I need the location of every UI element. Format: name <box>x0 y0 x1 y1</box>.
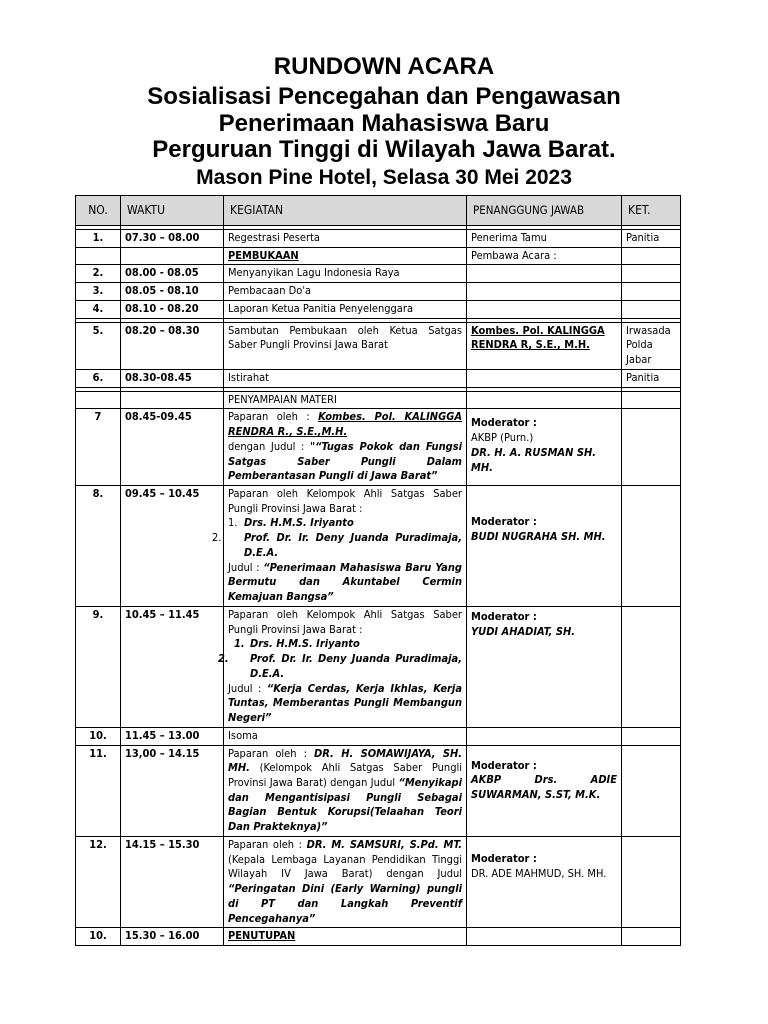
presenter-affiliation: (Kelompok Ahli Satgas Saber Pungli Provinsi Jawa Barat) dengan Judul <box>228 761 462 789</box>
row-activity <box>212 486 467 607</box>
row-responsible <box>467 606 622 727</box>
row-responsible: Pembawa Acara : <box>467 247 622 265</box>
row-number: 5. <box>76 322 121 369</box>
rundown-table <box>75 195 681 946</box>
row-responsible <box>467 409 622 486</box>
session-title: "“Tugas Pokok dan Fungsi Satgas Saber Pungli Dalam Pemberantasan Pungli di Jawa Barat” <box>228 439 462 483</box>
row-time: 08.10 - 08.20 <box>121 300 224 318</box>
moderator-label: Moderator : <box>471 758 537 772</box>
table-row <box>76 322 681 369</box>
presenter-affiliation: (Kepala Lembaga Layanan Pendidikan Tinggi Wilayah IV Jawa Barat) dengan Judul <box>228 852 462 881</box>
moderator-label: Moderator : <box>471 851 537 865</box>
row-time: 15.30 – 16.00 <box>121 928 224 946</box>
list-item <box>218 652 462 681</box>
row-number: 12. <box>76 836 121 927</box>
presenter-name: Prof. Dr. Ir. Deny Juanda Puradimaja, D.E.A. <box>250 652 462 680</box>
title-prefix: Judul : <box>228 560 264 574</box>
table-row <box>76 230 681 248</box>
document-title: RUNDOWN ACARA <box>273 53 495 80</box>
table-row <box>76 391 681 409</box>
row-time: 10.45 – 11.45 <box>121 606 224 727</box>
moderator-name: DR. ADE MAHMUD, SH. MH. <box>471 866 607 880</box>
session-title: “Penerimaan Mahasiswa Baru Yang Bermutu dan Akuntabel Cermin Kemajuan Bangsa” <box>228 560 462 604</box>
moderator-name: AKBP Drs. ADIE SUWARMAN, S.ST, M.K. <box>471 773 617 801</box>
table-row <box>76 836 681 927</box>
row-activity <box>224 745 467 836</box>
row-activity: Isoma <box>224 727 467 745</box>
row-activity: Laporan Ketua Panitia Penyelenggara <box>224 300 467 318</box>
column-header-no: NO. <box>76 196 121 226</box>
presenter-prefix: Paparan oleh : <box>228 837 307 851</box>
row-responsible <box>467 745 622 836</box>
session-title: “Kerja Cerdas, Kerja Ikhlas, Kerja Tuntas, Memberantas Pungli Membangun Negeri” <box>228 681 462 725</box>
list-number: 2. <box>212 531 222 545</box>
row-time: 08.20 – 08.30 <box>121 322 224 369</box>
row-responsible <box>467 486 622 607</box>
table-row <box>76 409 681 486</box>
table-row <box>76 928 681 946</box>
moderator-label: Moderator : <box>471 416 537 430</box>
session-title-block <box>228 561 462 605</box>
row-number: 2. <box>76 265 121 283</box>
list-number: 2. <box>218 652 229 666</box>
presenter-name: Kombes. Pol. KALINGGA RENDRA R., S.E.,M.H. <box>228 410 462 439</box>
table-row <box>76 369 681 387</box>
moderator-rank: AKBP (Purn.) <box>471 431 534 445</box>
presenter-name: Drs. H.M.S. Iriyanto <box>244 516 354 530</box>
row-time: 11.45 – 13.00 <box>121 727 224 745</box>
row-responsible <box>467 836 622 927</box>
row-time: 09.45 – 10.45 <box>121 486 224 607</box>
row-note: Panitia <box>622 369 681 387</box>
row-time: 08.05 - 08.10 <box>121 283 224 301</box>
row-number: 6. <box>76 369 121 387</box>
list-item <box>228 637 462 652</box>
column-header-penanggung-jawab: PENANGGUNG JAWAB <box>467 196 622 226</box>
row-activity: Menyanyikan Lagu Indonesia Raya <box>224 265 467 283</box>
note-line: Irwasada <box>626 323 671 337</box>
list-number: 1. <box>228 516 238 530</box>
title-prefix: dengan Judul : <box>228 439 311 453</box>
row-time: 08.45-09.45 <box>121 409 224 486</box>
row-activity: Regestrasi Peserta <box>224 230 467 248</box>
row-number: 1. <box>76 230 121 248</box>
section-penutupan: PENUTUPAN <box>224 928 467 946</box>
table-row <box>76 283 681 301</box>
row-number: 3. <box>76 283 121 301</box>
row-number: 7 <box>76 409 121 486</box>
presenter-intro: Paparan oleh Kelompok Ahli Satgas Saber Pungli Provinsi Jawa Barat : <box>228 607 462 636</box>
row-note: Panitia <box>622 230 681 248</box>
section-pembukaan: PEMBUKAAN <box>224 247 467 265</box>
session-title: “Menyikapi dan Mengantisipasi Pungli Sebagai Bagian Bentuk Korupsi(Telaahan Teori Dan Prakteknya)” <box>228 775 462 834</box>
table-row <box>76 265 681 283</box>
row-activity <box>218 606 467 727</box>
presenter-name: Prof. Dr. Ir. Deny Juanda Puradimaja, D.E.A. <box>244 531 462 559</box>
row-number: 9. <box>76 606 121 727</box>
list-item <box>212 531 462 560</box>
subtitle-line-3: Perguruan Tinggi di Wilayah Jawa Barat. <box>152 136 616 164</box>
row-activity <box>224 836 467 927</box>
session-title-block <box>228 682 462 726</box>
presenter-intro: Paparan oleh Kelompok Ahli Satgas Saber Pungli Provinsi Jawa Barat : <box>228 487 462 515</box>
moderator-name: BUDI NUGRAHA SH. MH. <box>471 529 606 543</box>
moderator-label: Moderator : <box>471 515 537 529</box>
venue-date: Mason Pine Hotel, Selasa 30 Mei 2023 <box>196 165 572 189</box>
table-header-row <box>76 196 681 226</box>
list-number: 1. <box>234 637 245 651</box>
section-penyampaian-materi: PENYAMPAIAN MATERI <box>224 391 467 409</box>
moderator-label: Moderator : <box>471 609 537 623</box>
presenter-prefix: Paparan oleh : <box>228 410 319 424</box>
moderator-name: YUDI AHADIAT, SH. <box>471 624 576 638</box>
row-activity <box>224 409 467 486</box>
row-note <box>622 322 681 369</box>
row-time: 07.30 – 08.00 <box>121 230 224 248</box>
row-number: 8. <box>76 486 121 607</box>
column-header-ket: KET. <box>622 196 681 226</box>
row-time: 08.30-08.45 <box>121 369 224 387</box>
row-number: 10. <box>76 928 121 946</box>
table-row <box>76 300 681 318</box>
subtitle-line-1: Sosialisasi Pencegahan dan Pengawasan <box>147 83 621 111</box>
presenter-prefix: Paparan oleh : <box>228 746 315 760</box>
row-activity: Istirahat <box>224 369 467 387</box>
column-header-waktu: WAKTU <box>121 196 224 226</box>
document-header <box>0 54 768 189</box>
table-row <box>76 745 681 836</box>
column-header-kegiatan: KEGIATAN <box>224 196 467 226</box>
table-row <box>76 606 681 727</box>
row-responsible: Penerima Tamu <box>467 230 622 248</box>
table-row <box>76 486 681 607</box>
presenter-name: Drs. H.M.S. Iriyanto <box>250 637 360 651</box>
subtitle-line-2: Penerimaan Mahasiswa Baru <box>218 109 550 137</box>
row-number: 11. <box>76 745 121 836</box>
moderator-name: DR. H. A. RUSMAN SH. MH. <box>471 445 596 474</box>
list-item <box>228 516 462 531</box>
table-row <box>76 247 681 265</box>
table-row <box>76 727 681 745</box>
note-line: Polda Jabar <box>626 338 653 367</box>
row-activity: Sambutan Pembukaan oleh Ketua Satgas Saber Pungli Provinsi Jawa Barat <box>224 322 467 369</box>
row-number: 4. <box>76 300 121 318</box>
row-responsible: Kombes. Pol. KALINGGA RENDRA R, S.E., M.H. <box>467 322 622 369</box>
row-time: 13,00 – 14.15 <box>121 745 224 836</box>
presenter-name: DR. M. SAMSURI, S.Pd. MT. <box>306 837 463 851</box>
title-prefix: Judul : <box>228 681 267 695</box>
row-time: 14.15 – 15.30 <box>121 836 224 927</box>
presenter-name: DR. H. SOMAWIJAYA, SH. MH. <box>228 746 463 775</box>
row-activity: Pembacaan Do'a <box>224 283 467 301</box>
row-time: 08.00 - 08.05 <box>121 265 224 283</box>
row-number: 10. <box>76 727 121 745</box>
session-title: “Peringatan Dini (Early Warning) pungli di PT dan Langkah Preventif Pencegahanya” <box>228 882 462 925</box>
